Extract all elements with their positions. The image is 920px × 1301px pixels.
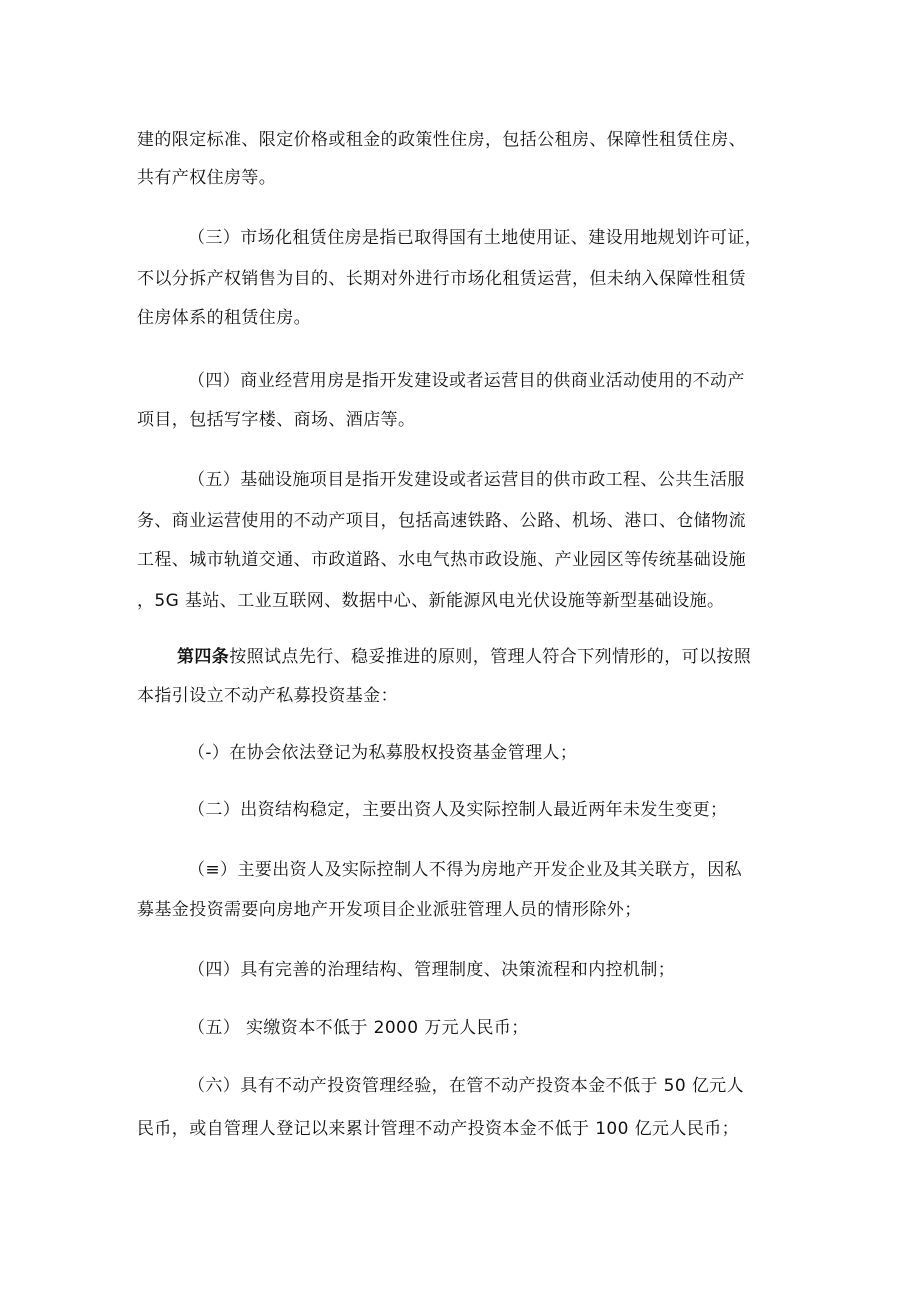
- paragraph-line: 建的限定标准、限定价格或租金的政策性住房，包括公租房、保障性租赁住房、: [137, 130, 746, 150]
- paragraph-line: 工程、城市轨道交通、市政道路、水电气热市政设施、产业园区等传统基础设施: [137, 550, 746, 570]
- paragraph-line: 项目，包括写字楼、商场、酒店等。: [137, 410, 416, 430]
- article-line: [177, 645, 751, 669]
- list-item: （-）在协会依法登记为私募股权投资基金管理人；: [188, 743, 578, 763]
- paragraph-line: 不以分拆产权销售为目的、长期对外进行市场化租赁运营，但未纳入保障性租赁: [137, 269, 746, 289]
- paragraph-line: （四）商业经营用房是指开发建设或者运营目的供商业活动使用的不动产: [188, 371, 745, 391]
- paragraph-line: 务、商业运营使用的不动产项目，包括高速铁路、公路、机场、港口、仓储物流: [137, 511, 746, 531]
- list-item: 民币，或自管理人登记以来累计管理不动产投资本金不低于 100 亿元人民币；: [137, 1119, 740, 1139]
- list-item: 募基金投资需要向房地产开发项目企业派驻管理人员的情形除外；: [137, 900, 642, 920]
- paragraph-line: ，5G 基站、工业互联网、数据中心、新能源风电光伏设施等新型基础设施。: [137, 591, 725, 611]
- paragraph-line: 本指引设立不动产私募投资基金：: [137, 686, 398, 706]
- list-item: （二）出资结构稳定，主要出资人及实际控制人最近两年未发生变更；: [188, 800, 728, 820]
- article-heading: 第四条: [177, 647, 230, 667]
- list-item: （≡）主要出资人及实际控制人不得为房地产开发企业及其关联方，因私: [188, 860, 743, 880]
- list-item: （六）具有不动产投资管理经验，在管不动产投资本金不低于 50 亿元人: [188, 1076, 745, 1096]
- list-item: （四）具有完善的治理结构、管理制度、决策流程和内控机制；: [188, 960, 676, 980]
- list-item: （五） 实缴资本不低于 2000 万元人民币；: [188, 1018, 529, 1038]
- paragraph-line: 共有产权住房等。: [137, 168, 277, 188]
- paragraph-line: （三）市场化租赁住房是指已取得国有土地使用证、建设用地规划许可证，: [188, 228, 763, 248]
- article-text: 按照试点先行、稳妥推进的原则，管理人符合下列情形的，可以按照: [229, 647, 752, 667]
- paragraph-line: 住房体系的租赁住房。: [137, 308, 311, 328]
- paragraph-line: （五）基础设施项目是指开发建设或者运营目的供市政工程、公共生活服: [188, 470, 745, 490]
